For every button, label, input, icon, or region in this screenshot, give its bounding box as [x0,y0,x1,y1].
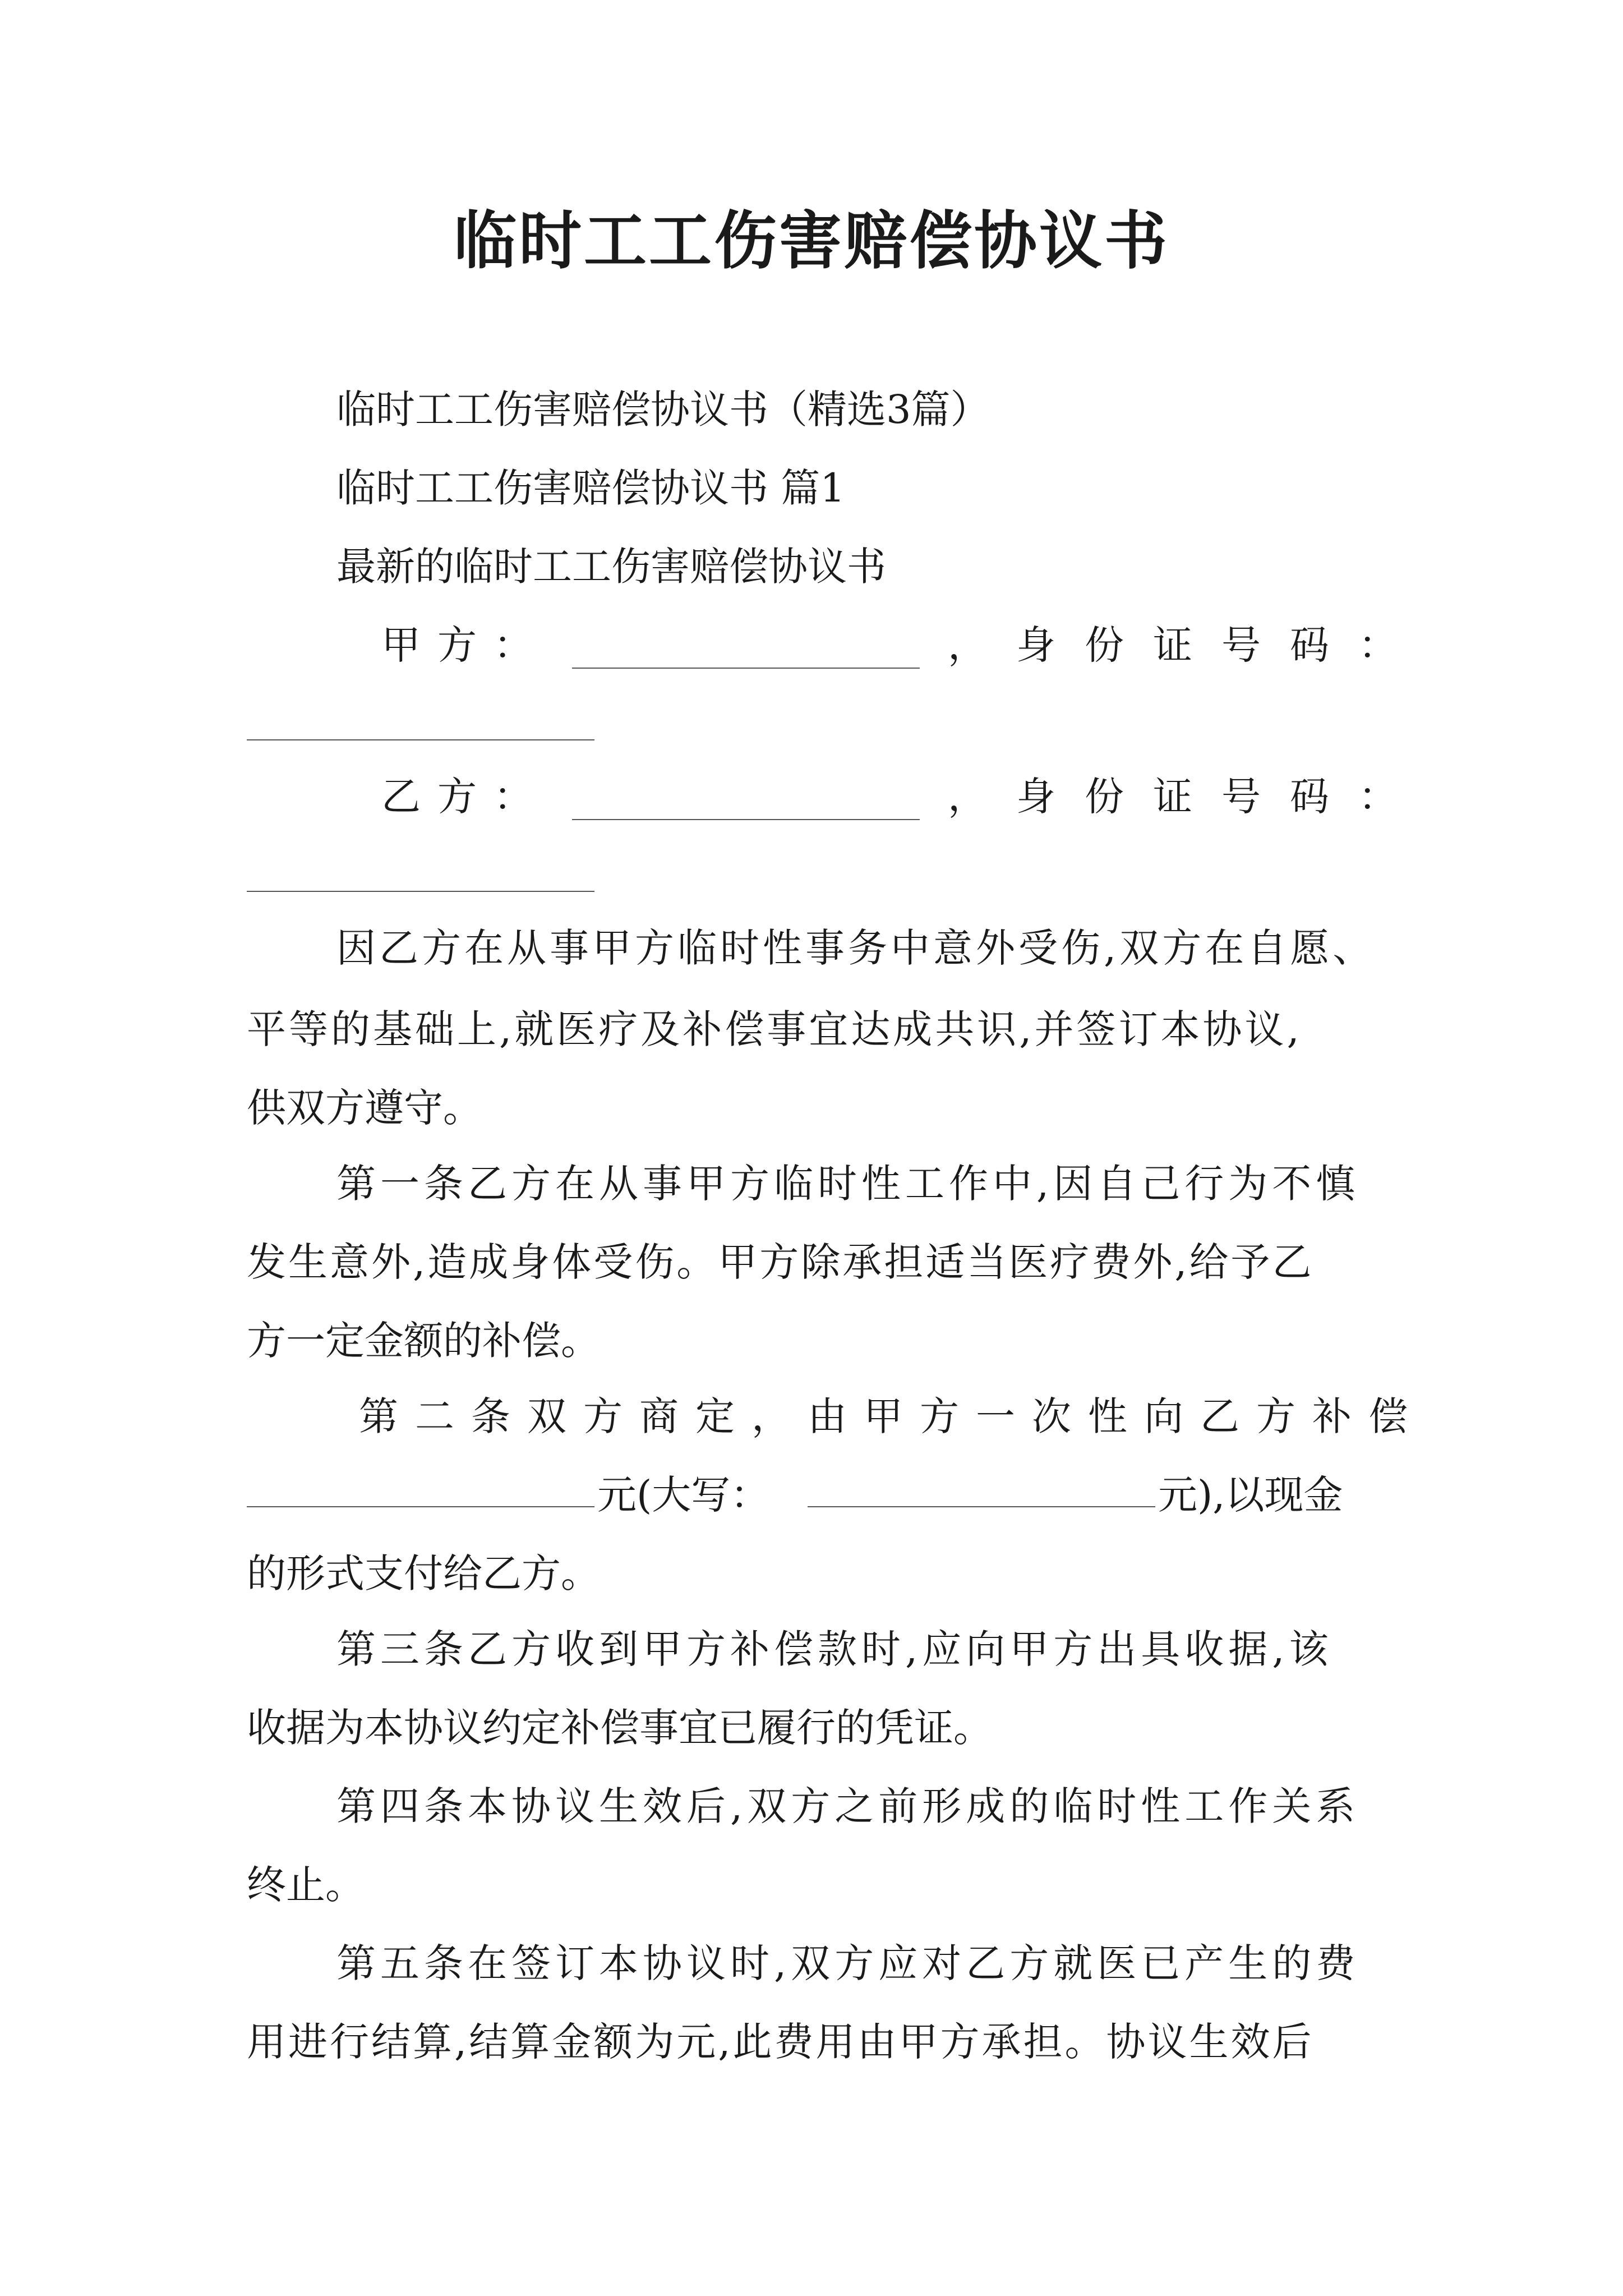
article-2-line-1: 第二条双方商定，由甲方一次性向乙方补偿 [359,1393,1424,1439]
article-1-line-1: 第一条乙方在从事甲方临时性工作中,因自己行为不慎 [336,1161,1360,1207]
subtitle-selected: 临时工工伤害赔偿协议书（精选3篇） [336,386,990,432]
article-2-yuan-label: 元(大写： [597,1472,770,1518]
article-2-yuan-end: 元),以现金 [1158,1472,1343,1518]
article-5-line-1: 第五条在签订本协议时,双方应对乙方就医已产生的费 [336,1940,1360,1986]
party-b-id-blank [247,891,594,892]
party-b-id-label: ，身份证号码： [948,774,1427,820]
article-2-amount-words-blank [808,1473,1155,1507]
article-2-line-3: 的形式支付给乙方。 [247,1550,600,1596]
preamble-line-1: 因乙方在从事甲方临时性事务中意外受伤,双方在自愿、 [336,925,1376,971]
article-4-line-1: 第四条本协议生效后,双方之前形成的临时性工作关系 [336,1783,1360,1829]
document-title: 临时工工伤害赔偿协议书 [454,204,1169,278]
party-b-name-blank [572,785,920,820]
subtitle-part-1: 临时工工伤害赔偿协议书 篇1 [336,465,845,511]
party-a-label: 甲方： [381,622,550,668]
article-5-line-2: 用进行结算,结算金额为元,此费用由甲方承担。协议生效后 [247,2019,1314,2065]
subtitle-latest: 最新的临时工工伤害赔偿协议书 [336,544,886,590]
party-a-id-blank [247,739,594,740]
preamble-line-2: 平等的基础上,就医疗及补偿事宜达成共识,并签订本协议, [247,1006,1302,1052]
article-3-line-2: 收据为本协议约定补偿事宜已履行的凭证。 [247,1705,993,1751]
party-a-name-blank [572,634,920,669]
article-1-line-2: 发生意外,造成身体受伤。甲方除承担适当医疗费外,给予乙 [247,1239,1314,1285]
party-b-label: 乙方： [381,774,550,820]
article-1-line-3: 方一定金额的补偿。 [247,1318,600,1364]
party-a-id-label: ，身份证号码： [948,622,1427,668]
article-2-amount-blank [247,1473,594,1507]
preamble-line-3: 供双方遵守。 [247,1085,482,1131]
article-3-line-1: 第三条乙方收到甲方补偿款时,应向甲方出具收据,该 [336,1626,1333,1672]
article-4-line-2: 终止。 [247,1862,365,1908]
